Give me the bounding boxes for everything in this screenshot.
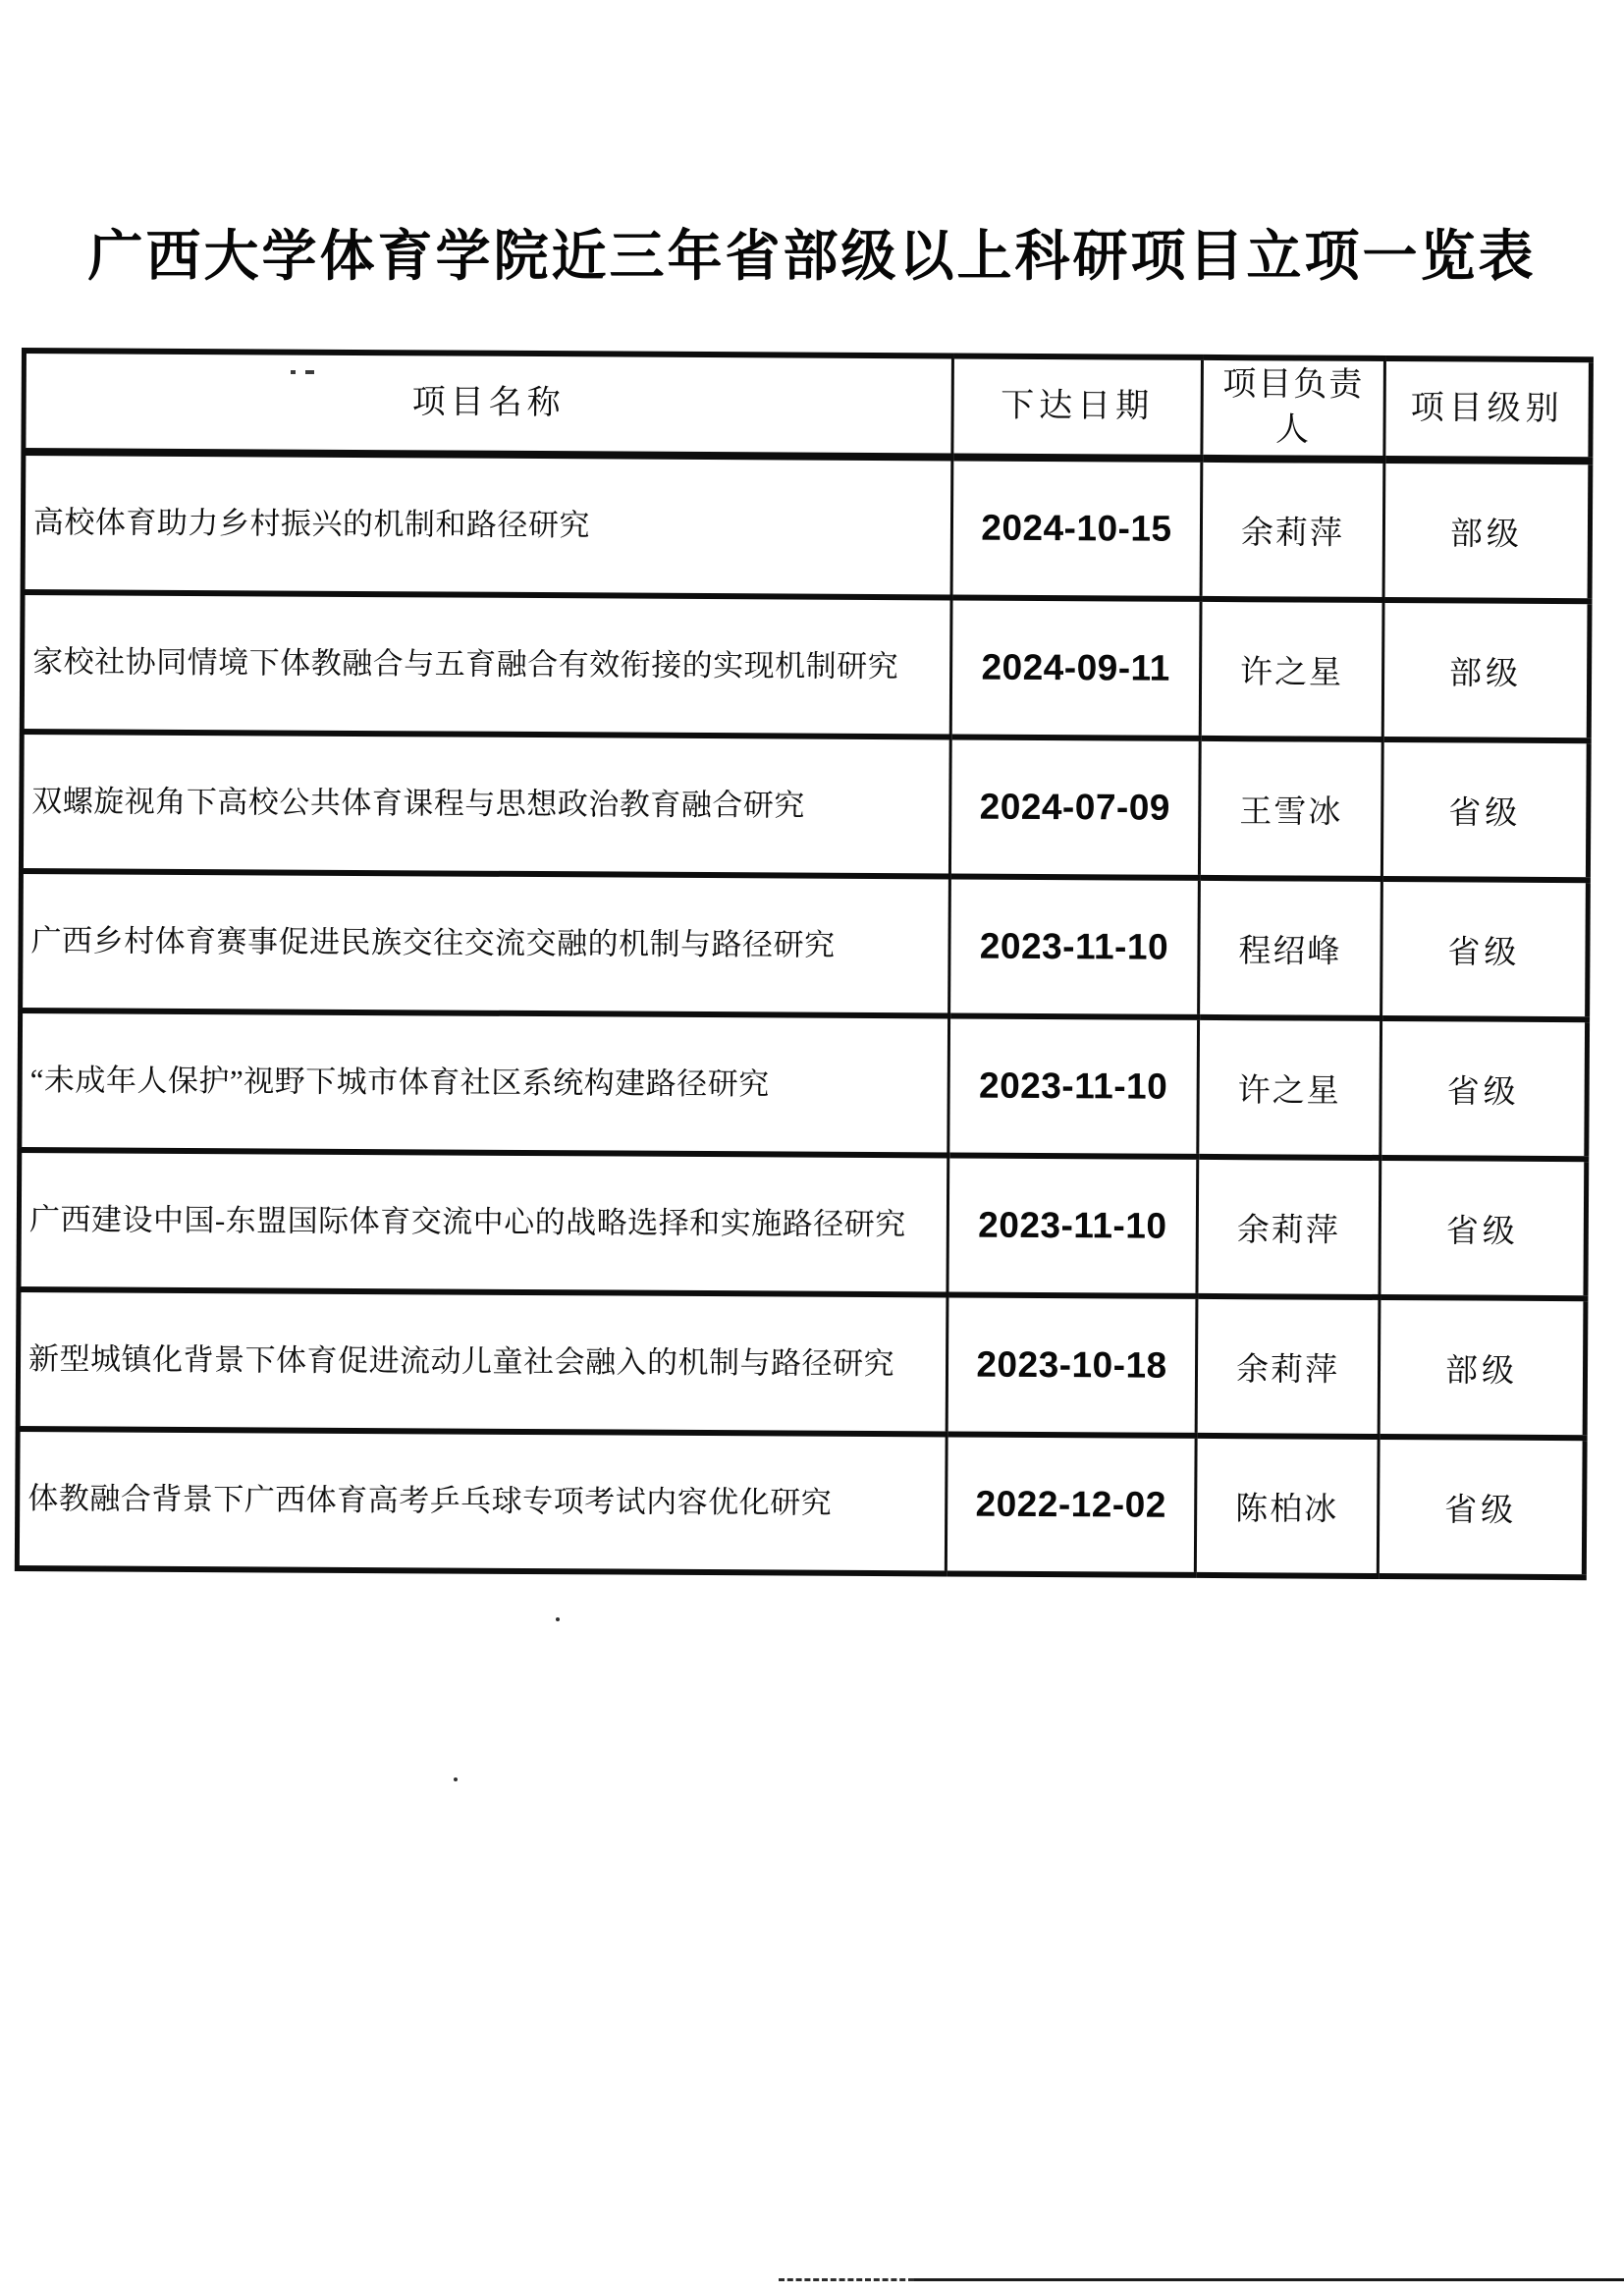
cell-level: 省级 xyxy=(1380,1018,1588,1159)
cell-issue-date: 2024-09-11 xyxy=(950,597,1201,738)
cell-project-name: 家校社协同情境下体教融合与五育融合有效衔接的实现机制研究 xyxy=(22,592,951,737)
table-row xyxy=(18,1289,1586,1438)
table-header-row xyxy=(24,351,1592,461)
cell-issue-date: 2023-11-10 xyxy=(948,1015,1199,1156)
cell-project-name: “未成年人保护”视野下城市体育社区系统构建路径研究 xyxy=(20,1011,949,1155)
cell-project-name: 广西建设中国-东盟国际体育交流中心的战略选择和实施路径研究 xyxy=(19,1150,948,1294)
cell-project-name: 双螺旋视角下高校公共体育课程与思想政治教育融合研究 xyxy=(21,732,950,876)
page-title: 广西大学体育学院近三年省部级以上科研项目立项一览表 xyxy=(87,227,1537,288)
cell-level: 部级 xyxy=(1382,600,1590,740)
projects-table xyxy=(15,348,1594,1580)
column-header-project-name: 项目名称 xyxy=(24,351,953,457)
table-body xyxy=(17,452,1591,1577)
cell-level: 省级 xyxy=(1381,739,1589,880)
table-row xyxy=(17,1429,1585,1577)
cell-issue-date: 2023-10-18 xyxy=(947,1294,1197,1435)
column-header-level: 项目级别 xyxy=(1384,358,1592,461)
cell-leader: 许之星 xyxy=(1200,599,1383,739)
cell-issue-date: 2023-11-10 xyxy=(949,876,1200,1016)
scan-bottom-line-dashed xyxy=(779,2278,914,2281)
cell-issue-date: 2023-11-10 xyxy=(947,1155,1198,1295)
cell-project-name: 体教融合背景下广西体育高考乒乓球专项考试内容优化研究 xyxy=(17,1429,947,1573)
cell-leader: 王雪冰 xyxy=(1199,738,1382,879)
cell-leader: 许之星 xyxy=(1198,1017,1381,1158)
scan-speck xyxy=(556,1617,560,1621)
cell-issue-date: 2024-10-15 xyxy=(951,457,1202,598)
table-row xyxy=(22,592,1590,740)
cell-leader: 余莉萍 xyxy=(1196,1296,1380,1437)
column-header-issue-date: 下达日期 xyxy=(952,355,1203,458)
cell-leader: 余莉萍 xyxy=(1197,1157,1380,1297)
cell-project-name: 新型城镇化背景下体育促进流动儿童社会融入的机制与路径研究 xyxy=(18,1289,947,1434)
projects-table-wrapper xyxy=(15,348,1589,1580)
column-header-leader: 项目负责人 xyxy=(1202,357,1385,460)
table-header xyxy=(24,351,1592,461)
cell-leader: 陈柏冰 xyxy=(1195,1436,1379,1576)
table-row xyxy=(21,871,1589,1019)
cell-level: 部级 xyxy=(1383,460,1591,601)
cell-level: 省级 xyxy=(1380,1158,1587,1298)
cell-project-name: 广西乡村体育赛事促进民族交往交流交融的机制与路径研究 xyxy=(21,871,950,1015)
cell-issue-date: 2022-12-02 xyxy=(946,1434,1196,1574)
table-row xyxy=(20,1011,1588,1159)
cell-leader: 程绍峰 xyxy=(1199,878,1382,1018)
scan-bottom-line-solid xyxy=(914,2278,1624,2281)
cell-level: 部级 xyxy=(1379,1297,1586,1438)
table-row xyxy=(19,1150,1587,1298)
cell-leader: 余莉萍 xyxy=(1201,459,1384,600)
table-row xyxy=(21,732,1589,880)
cell-level: 省级 xyxy=(1381,879,1589,1019)
scan-speck xyxy=(454,1777,458,1781)
cell-level: 省级 xyxy=(1378,1437,1585,1577)
cell-project-name: 高校体育助力乡村振兴的机制和路径研究 xyxy=(23,452,952,597)
cell-issue-date: 2024-07-09 xyxy=(949,737,1200,877)
table-row xyxy=(23,452,1591,601)
